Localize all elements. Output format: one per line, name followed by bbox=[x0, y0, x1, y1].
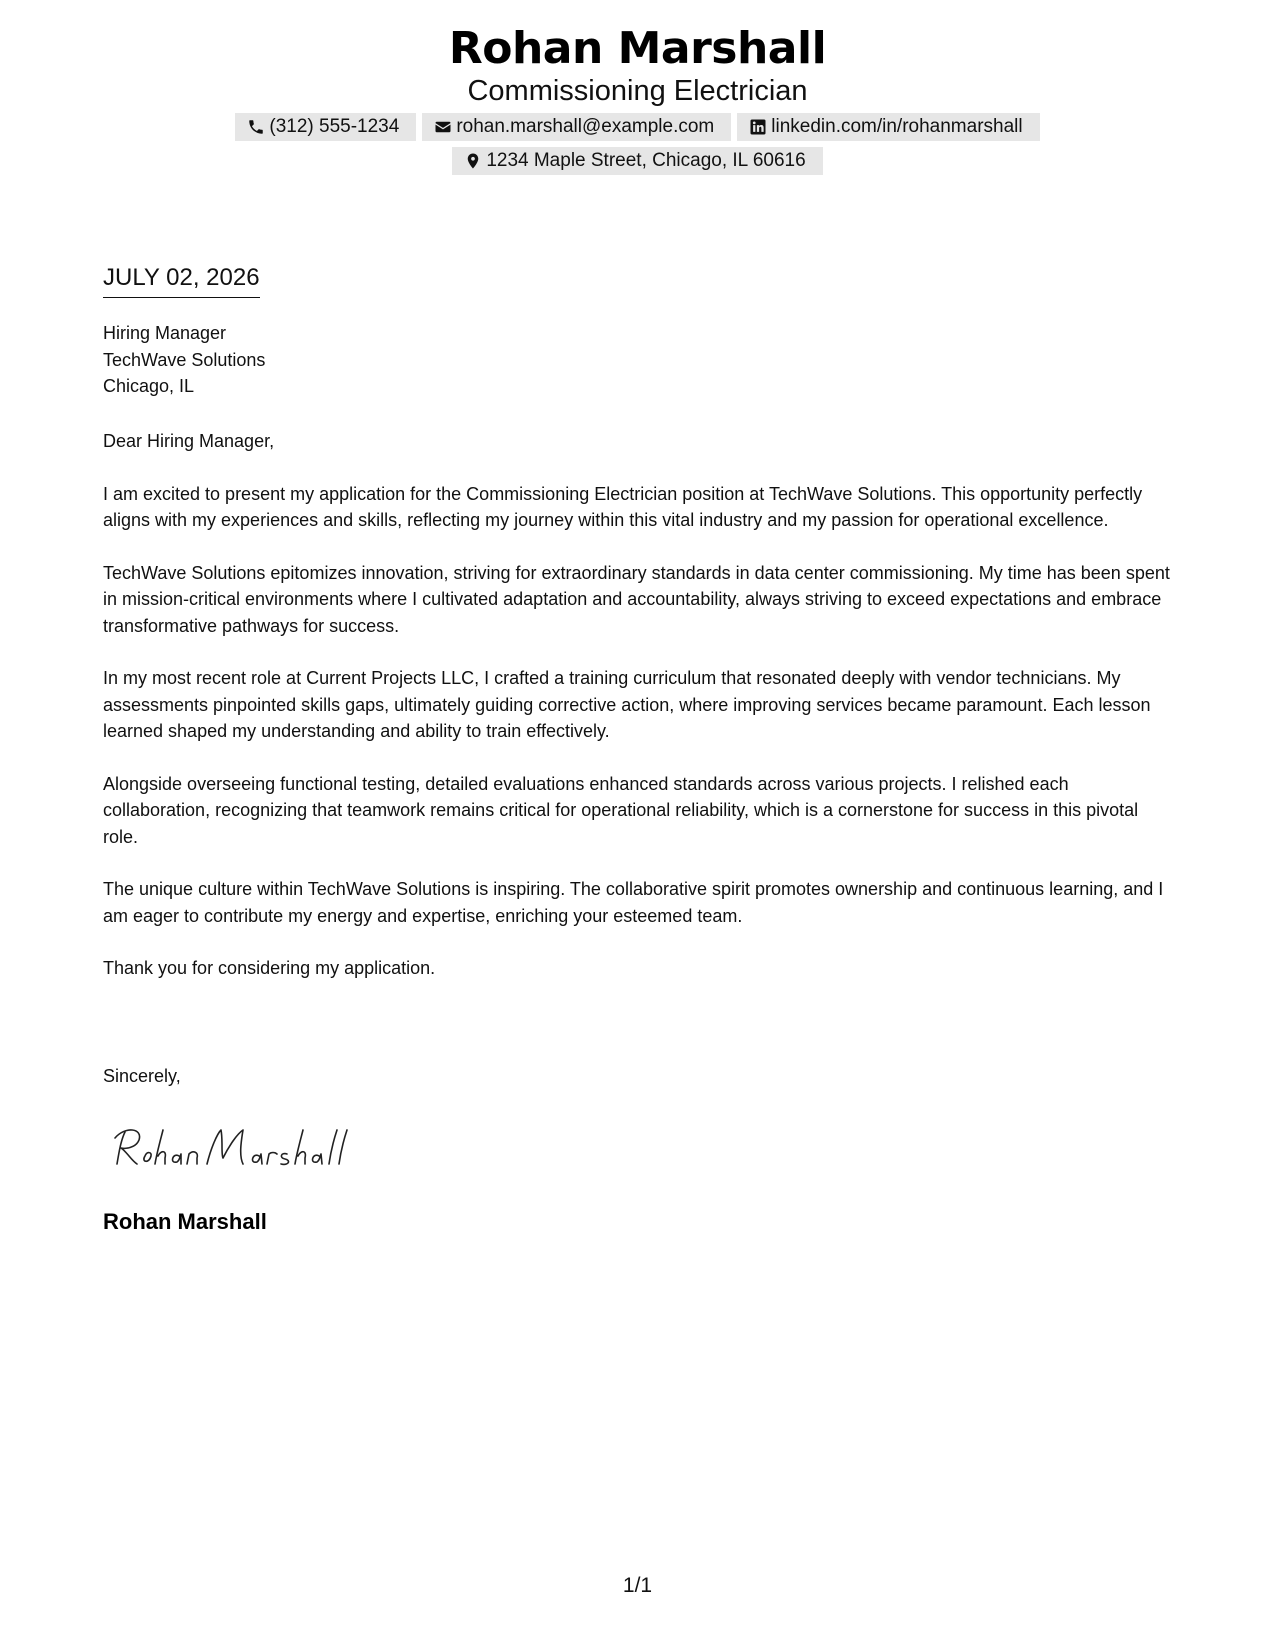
linkedin-chip[interactable] bbox=[737, 113, 1039, 141]
body-paragraph: The unique culture within TechWave Solutions is inspiring. The collaborative spirit promotes ownership and continuous learning, and I am eager to contribute my energy and expertise, enriching your esteemed team. bbox=[103, 879, 1164, 926]
handwritten-signature bbox=[103, 1118, 363, 1178]
email-text: rohan.marshall@example.com bbox=[456, 116, 715, 137]
applicant-title: Commissioning Electrician bbox=[467, 75, 808, 107]
letter-body bbox=[103, 428, 1178, 1008]
letter-header bbox=[0, 22, 1275, 175]
body-paragraph: TechWave Solutions epitomizes innovation, striving for extraordinary standards in data center commissioning. My time has been spent in mission-critical environments where I cultivated adaptation and accountability, always striving to exceed expectations and embrace transformative pathways for success. bbox=[103, 562, 1170, 636]
letter-date: JULY 02, 2026 bbox=[103, 263, 260, 298]
closing-line: Sincerely, bbox=[103, 1066, 181, 1086]
phone-text: (312) 555-1234 bbox=[269, 116, 400, 137]
body-paragraph: Alongside overseeing functional testing, detailed evaluations enhanced standards across various projects. I relished each collaboration, recognizing that teamwork remains critical for operational reliability, which is a cornerstone for success in this pivotal role. bbox=[103, 773, 1139, 847]
recipient-location: Chicago, IL bbox=[103, 376, 195, 396]
envelope-icon bbox=[434, 118, 452, 136]
greeting: Dear Hiring Manager, bbox=[103, 431, 275, 451]
recipient-block bbox=[103, 320, 265, 400]
body-paragraph: Thank you for considering my application. bbox=[103, 958, 436, 978]
applicant-name: Rohan Marshall bbox=[448, 23, 827, 74]
address-text: 1234 Maple Street, Chicago, IL 60616 bbox=[486, 150, 806, 171]
body-paragraph: In my most recent role at Current Projects LLC, I crafted a training curriculum that resonated deeply with vendor technicians. My assessments pinpointed skills gaps, ultimately guiding corrective action, where improving services became paramount. Each lesson learned shaped my understanding and ability to train effectively. bbox=[103, 668, 1151, 741]
email-chip[interactable] bbox=[422, 113, 731, 141]
map-marker-icon bbox=[464, 152, 482, 170]
phone-chip bbox=[235, 113, 416, 141]
signed-name: Rohan Marshall bbox=[103, 1209, 267, 1234]
linkedin-icon bbox=[749, 118, 767, 136]
recipient-line: Hiring Manager bbox=[103, 323, 227, 343]
contact-row-secondary bbox=[0, 147, 1275, 175]
phone-icon bbox=[247, 118, 265, 136]
page-number: 1/1 bbox=[622, 1574, 653, 1597]
recipient-company: TechWave Solutions bbox=[103, 349, 266, 370]
linkedin-text: linkedin.com/in/rohanmarshall bbox=[771, 116, 1023, 137]
body-paragraph: I am excited to present my application for the Commissioning Electrician position at TechWave Solutions. This opportunity perfectly aligns with my experiences and skills, reflecting my journey within this vital industry and my passion for operational excellence. bbox=[103, 483, 1143, 530]
contact-row-primary bbox=[0, 113, 1275, 141]
address-chip bbox=[452, 147, 822, 175]
